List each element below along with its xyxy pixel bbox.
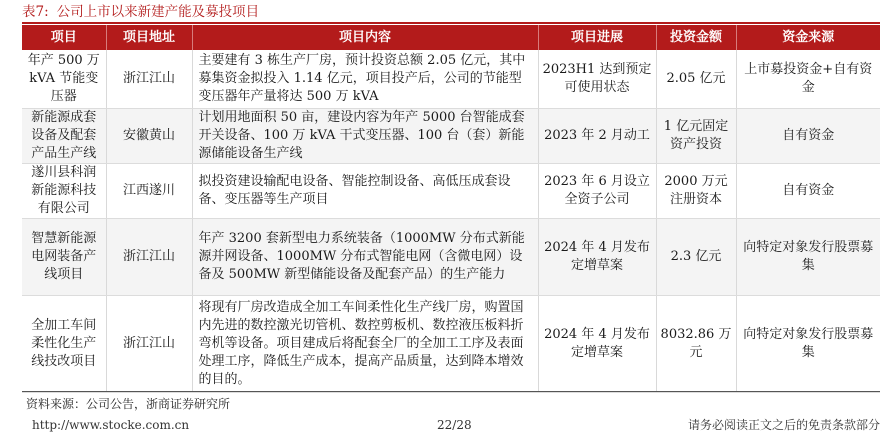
- cell-investment: 1 亿元固定资产投资: [656, 109, 736, 164]
- cell-content: 年产 3200 套新型电力系统装备（1000MW 分布式新能源并网设备、1000MW 分布式智能电网（含微电网）设备及 500MW 新型储能设备及配套产品）的生产能力: [192, 219, 538, 296]
- cell-project: 新能源成套设备及配套产品生产线: [22, 109, 106, 164]
- cell-location: 浙江江山: [106, 296, 192, 393]
- cell-content: 计划用地面积 50 亩，建设内容为年产 5000 台智能成套开关设备、100 万 kVA 干式变压器、100 台（套）新能源储能设备生产线: [192, 109, 538, 164]
- cell-project: 年产 500 万 kVA 节能变压器: [22, 50, 106, 109]
- page-number: 22/28: [437, 418, 472, 432]
- table-row: [22, 109, 880, 164]
- table-row: [22, 296, 880, 393]
- footer-url[interactable]: http://www.stocke.com.cn: [32, 418, 190, 432]
- cell-progress: 2023 年 6 月设立全资子公司: [538, 164, 656, 219]
- cell-content: 主要建有 3 栋生产厂房，预计投资总额 2.05 亿元，其中募集资金拟投入 1.14 亿元，项目投产后，公司的节能型变压器年产量将达 500 万 kVA: [192, 50, 538, 109]
- cell-funding: 向特定对象发行股票募集: [736, 296, 880, 393]
- table-bottom-rule: [22, 391, 880, 392]
- cell-location: 江西遂川: [106, 164, 192, 219]
- page-footer: [22, 418, 880, 432]
- header-funding: 资金来源: [736, 25, 880, 50]
- cell-location: 安徽黄山: [106, 109, 192, 164]
- cell-location: 浙江江山: [106, 219, 192, 296]
- caption-rule: [22, 22, 880, 24]
- header-project: 项目: [22, 25, 106, 50]
- cell-funding: 自有资金: [736, 164, 880, 219]
- cell-project: 智慧新能源电网装备产线项目: [22, 219, 106, 296]
- cell-content: 将现有厂房改造成全加工车间柔性化生产线厂房，购置国内先进的数控激光切管机、数控剪板机、数控液压板料折弯机等设备。项目建成后将配套全厂的全加工工序及表面处理工序，降低生产成本，提高产品质量，达到降本增效的目的。: [192, 296, 538, 393]
- header-progress: 项目进展: [538, 25, 656, 50]
- source-note: 资料来源：公司公告，浙商证券研究所: [26, 397, 231, 411]
- cell-progress: 2024 年 4 月发布定增草案: [538, 219, 656, 296]
- projects-table: [22, 25, 880, 393]
- header-investment: 投资金额: [656, 25, 736, 50]
- table-header-row: [22, 25, 880, 50]
- table-title: 公司上市以来新建产能及募投项目: [56, 4, 260, 20]
- table-caption: [22, 2, 259, 22]
- cell-content: 拟投资建设输配电设备、智能控制设备、高低压成套设备、变压器等生产项目: [192, 164, 538, 219]
- cell-funding: 自有资金: [736, 109, 880, 164]
- cell-progress: 2024 年 4 月发布定增草案: [538, 296, 656, 393]
- cell-location: 浙江江山: [106, 50, 192, 109]
- cell-project: 全加工车间柔性化生产线技改项目: [22, 296, 106, 393]
- cell-investment: 8032.86 万元: [656, 296, 736, 393]
- cell-project: 遂川县科润新能源科技有限公司: [22, 164, 106, 219]
- cell-progress: 2023 年 2 月动工: [538, 109, 656, 164]
- cell-investment: 2000 万元注册资本: [656, 164, 736, 219]
- cell-investment: 2.3 亿元: [656, 219, 736, 296]
- table-row: [22, 219, 880, 296]
- header-content: 项目内容: [192, 25, 538, 50]
- table-row: [22, 50, 880, 109]
- footer-disclaimer: 请务必阅读正文之后的免责条款部分: [687, 418, 880, 432]
- cell-progress: 2023H1 达到预定可使用状态: [538, 50, 656, 109]
- cell-investment: 2.05 亿元: [656, 50, 736, 109]
- table-row: [22, 164, 880, 219]
- table-number: 表7:: [22, 4, 49, 20]
- cell-funding: 上市募投资金+自有资金: [736, 50, 880, 109]
- header-location: 项目地址: [106, 25, 192, 50]
- cell-funding: 向特定对象发行股票募集: [736, 219, 880, 296]
